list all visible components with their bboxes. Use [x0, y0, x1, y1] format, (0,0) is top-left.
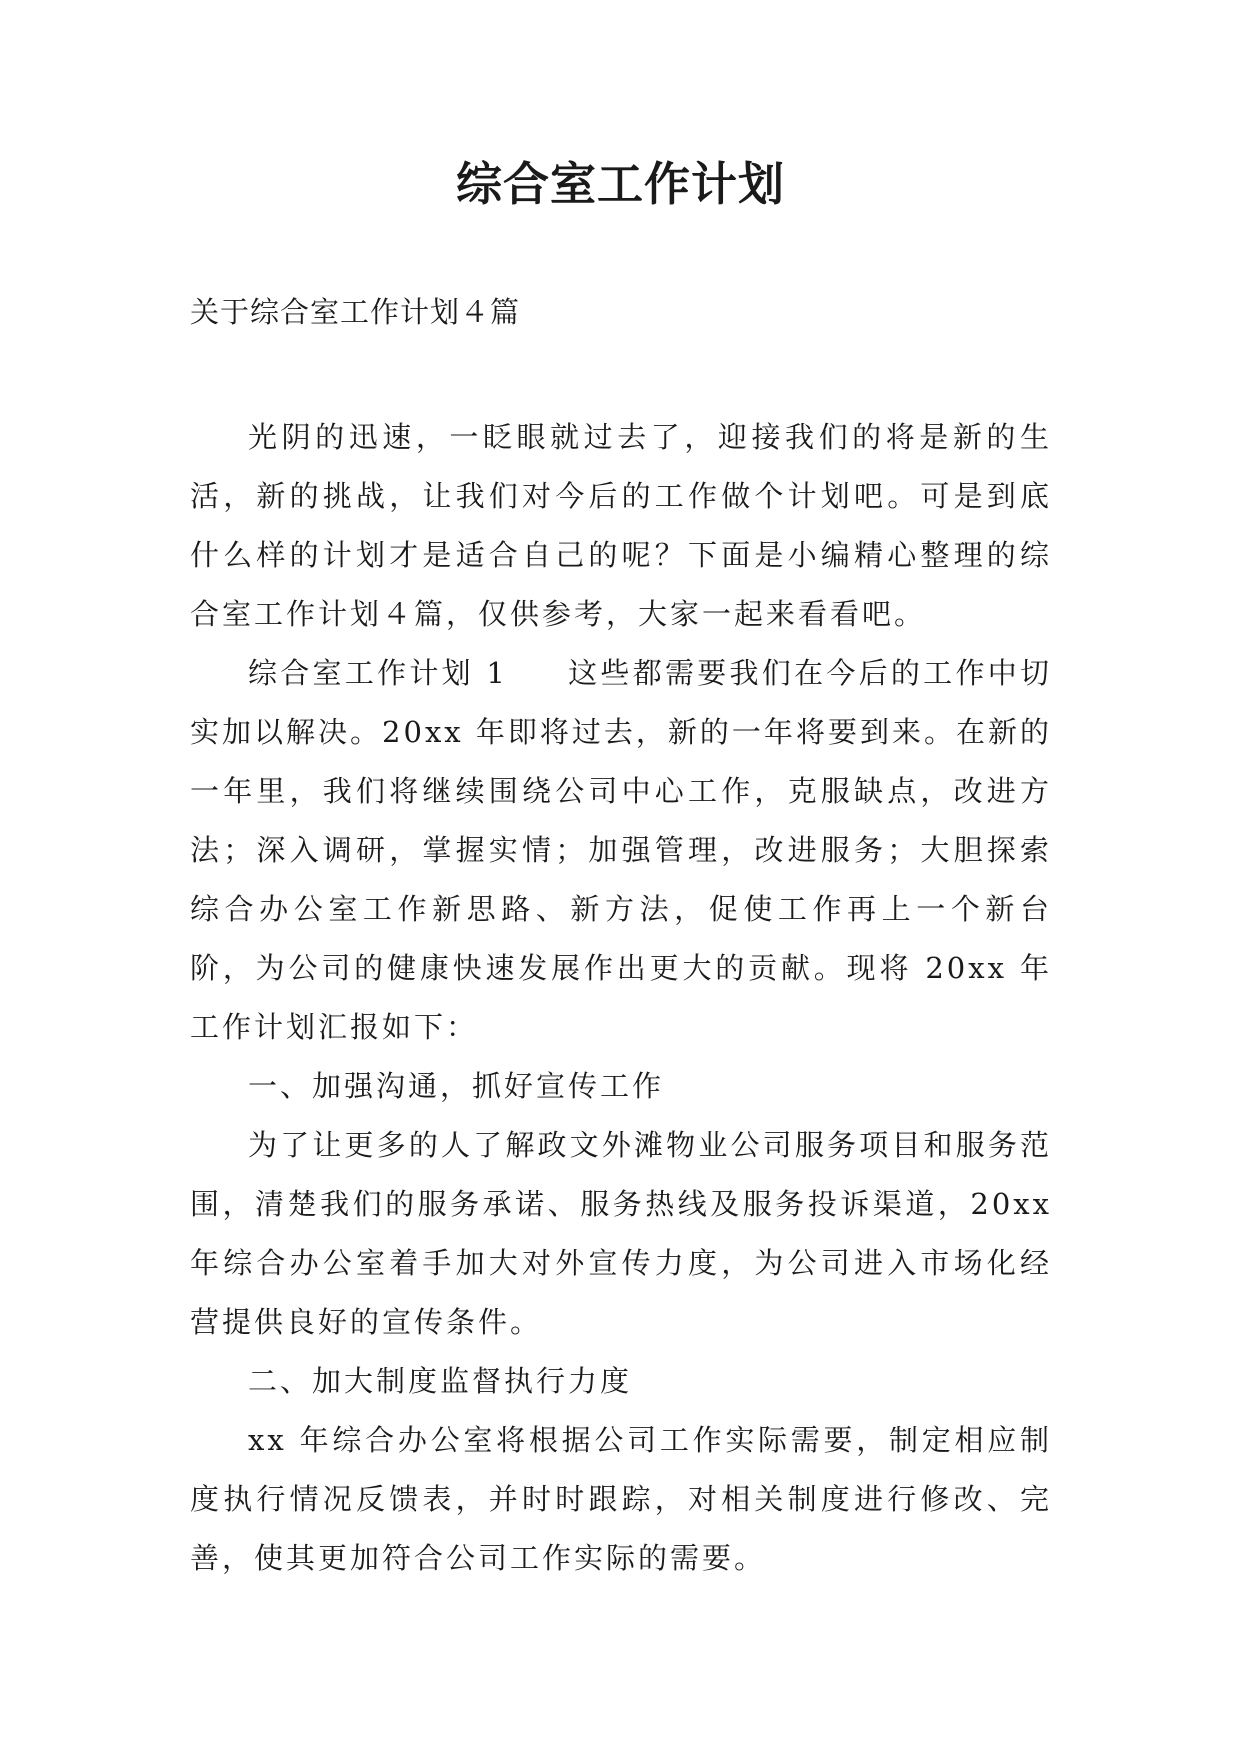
heading-1: 一、加强沟通，抓好宣传工作 [248, 1069, 665, 1103]
heading-2: 二、加大制度监督执行力度 [248, 1364, 633, 1398]
document-title: 综合室工作计划 [456, 157, 785, 211]
heading-1-paragraph: 为了让更多的人了解政文外滩物业公司服务项目和服务范围，清楚我们的服务承诺、服务热线及服务投诉渠道，20xx 年综合办公室着手加大对外宣传力度，为公司进入市场化经营提供良好的宣传条件。 [190, 1128, 1052, 1339]
section-label: 综合室工作计划 1 [248, 656, 508, 690]
document-subtitle: 关于综合室工作计划４篇 [190, 295, 521, 329]
section-1-text: 这些都需要我们在今后的工作中切实加以解决。20xx 年即将过去，新的一年将要到来。在新的一年里，我们将继续围绕公司中心工作，克服缺点，改进方法；深入调研，掌握实情；加强管理，改进服务；大胆探索综合办公室工作新思路、新方法，促使工作再上一个新台阶，为公司的健康快速发展作出更大的贡献。现将 20xx 年工作计划汇报如下： [190, 656, 1052, 1044]
intro-paragraph: 光阴的迅速，一眨眼就过去了，迎接我们的将是新的生活，新的挑战，让我们对今后的工作做个计划吧。可是到底什么样的计划才是适合自己的呢？下面是小编精心整理的综合室工作计划４篇，仅供参考，大家一起来看看吧。 [190, 420, 1052, 631]
document-body [190, 408, 1052, 1588]
section-1-paragraph [190, 644, 1052, 1057]
heading-2-paragraph: xx 年综合办公室将根据公司工作实际需要，制定相应制度执行情况反馈表，并时时跟踪，对相关制度进行修改、完善，使其更加符合公司工作实际的需要。 [190, 1423, 1052, 1575]
